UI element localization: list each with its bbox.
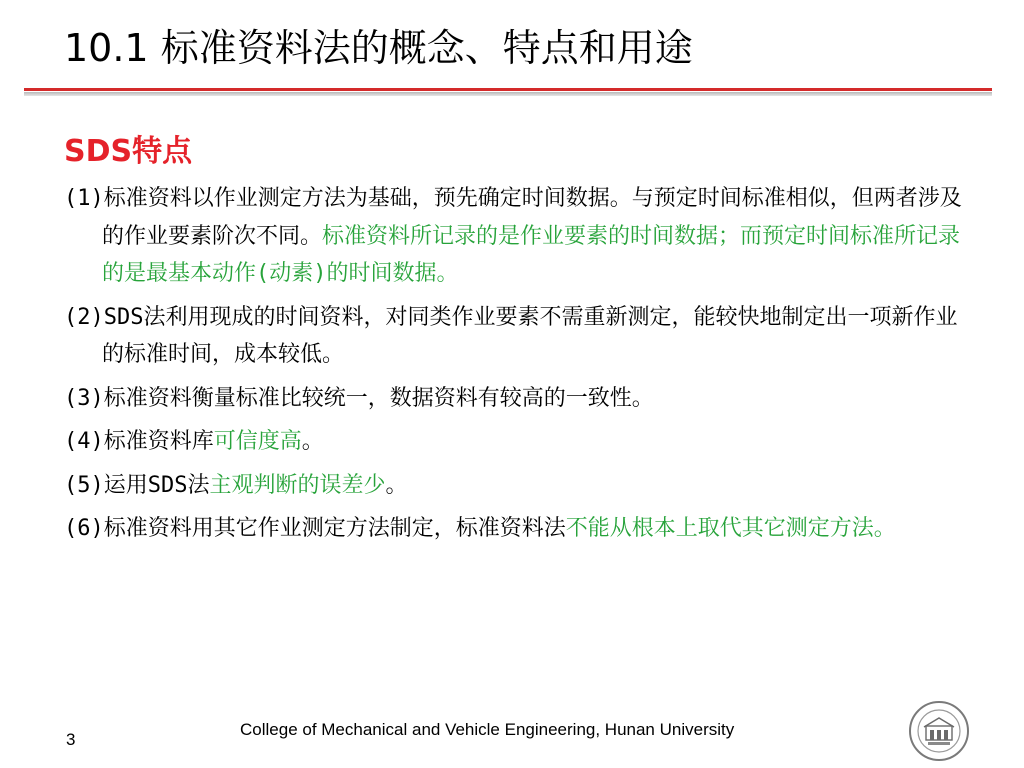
- item-number: (6): [64, 516, 104, 541]
- footer-text: College of Mechanical and Vehicle Engineering, Hunan University: [240, 720, 735, 739]
- item-highlight: 不能从根本上取代其它测定方法。: [565, 516, 896, 541]
- item-text: 标准资料衡量标准比较统一，数据资料有较高的一致性。: [103, 385, 654, 411]
- item-text: 标准资料以作业测定方法为基础，预先确定时间数据。与预定时间标准相似，但两者涉及的作业要素阶次不同。: [102, 186, 962, 249]
- list-item-6: [64, 510, 964, 548]
- item-highlight: 可信度高: [213, 429, 302, 454]
- item-text: SDS法利用现成的时间资料，对同类作业要素不需重新测定，能较快地制定出一项新作业的标准时间，成本较低。: [102, 304, 958, 367]
- title-rule-red: [24, 88, 992, 91]
- item-highlight: 标准资料所记录的是作业要素的时间数据；而预定时间标准所记录的是最基本动作(动素)的时间数据。: [102, 223, 961, 286]
- item-number: (2): [64, 304, 104, 330]
- item-number: (3): [64, 385, 104, 411]
- list-item-4: [64, 423, 964, 461]
- item-number: (4): [64, 429, 104, 454]
- list-item-1: [64, 180, 964, 293]
- item-text-end: 。: [385, 472, 408, 498]
- item-text: 标准资料用其它作业测定方法制定，标准资料法: [103, 516, 566, 541]
- feature-list: [64, 180, 964, 554]
- list-item-3: [64, 380, 964, 418]
- list-item-2: [64, 299, 964, 374]
- section-heading: SDS特点: [64, 134, 193, 169]
- university-seal-icon: [908, 700, 970, 762]
- item-number: (1): [64, 186, 104, 211]
- item-text: 标准资料库: [103, 429, 214, 454]
- title-rule-gray: [24, 92, 992, 96]
- item-text: 运用SDS法: [103, 472, 210, 498]
- slide-title: 10.1 标准资料法的概念、特点和用途: [64, 26, 693, 70]
- item-text-end: 。: [301, 429, 324, 454]
- item-number: (5): [64, 472, 104, 498]
- page-number: 3: [66, 730, 76, 749]
- list-item-5: [64, 467, 964, 505]
- item-highlight: 主观判断的误差少: [209, 472, 386, 498]
